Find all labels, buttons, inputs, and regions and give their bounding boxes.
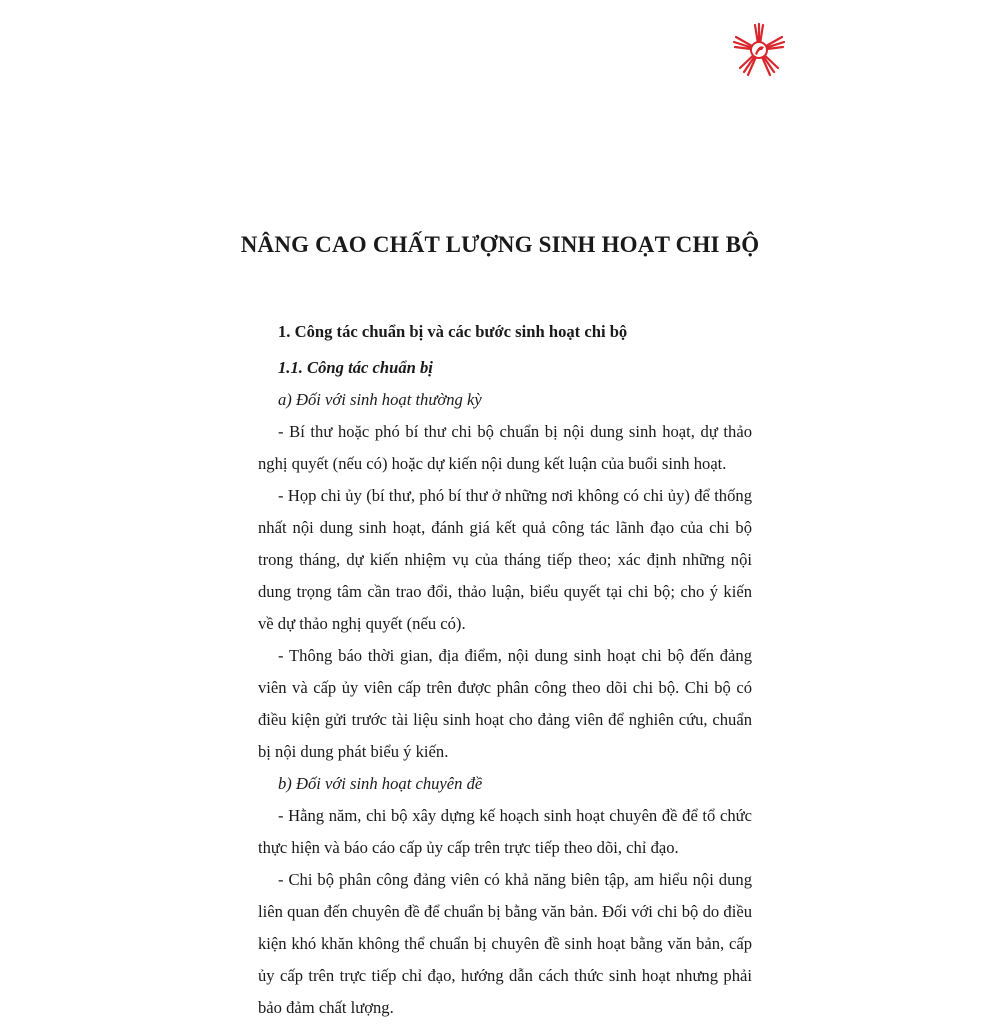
- section-heading: 1. Công tác chuẩn bị và các bước sinh hoạt chi bộ: [278, 322, 628, 341]
- paragraph: - Bí thư hoặc phó bí thư chi bộ chuẩn bị nội dung sinh hoạt, dự thảo nghị quyết (nếu có) hoặc dự kiến nội dung kết luận của buổi sinh hoạt.: [258, 422, 752, 473]
- party-emblem-icon: [729, 20, 789, 80]
- page-body: [258, 316, 752, 1024]
- paragraph: - Hằng năm, chi bộ xây dựng kế hoạch sinh hoạt chuyên đề để tổ chức thực hiện và báo cáo cấp ủy cấp trên trực tiếp theo dõi, chỉ đạo.: [258, 806, 752, 857]
- part-a-heading: a) Đối với sinh hoạt thường kỳ: [278, 390, 482, 409]
- paragraph: - Chi bộ phân công đảng viên có khả năng biên tập, am hiểu nội dung liên quan đến chuyên đề để chuẩn bị bằng văn bản. Đối với chi bộ do điều kiện khó khăn không thể chuẩn bị chuyên đề sinh hoạt bằng văn bản, cấp ủy cấp trên trực tiếp chỉ đạo, hướng dẫn cách thức sinh hoạt nhưng phải bảo đảm chất lượng.: [258, 870, 752, 1017]
- paragraph: - Họp chi ủy (bí thư, phó bí thư ở những nơi không có chi ủy) để thống nhất nội dung sinh hoạt, đánh giá kết quả công tác lãnh đạo của chi bộ trong tháng, dự kiến nhiệm vụ của tháng tiếp theo; xác định những nội dung trọng tâm cần trao đổi, thảo luận, biểu quyết tại chi bộ; cho ý kiến về dự thảo nghị quyết (nếu có).: [258, 486, 752, 633]
- subsection-heading: 1.1. Công tác chuẩn bị: [278, 358, 433, 377]
- paragraph: - Thông báo thời gian, địa điểm, nội dung sinh hoạt chi bộ đến đảng viên và cấp ủy viên cấp trên được phân công theo dõi chi bộ. Chi bộ có điều kiện gửi trước tài liệu sinh hoạt cho đảng viên để nghiên cứu, chuẩn bị nội dung phát biểu ý kiến.: [258, 646, 752, 761]
- chapter-title: NÂNG CAO CHẤT LƯỢNG SINH HOẠT CHI BỘ: [240, 232, 760, 257]
- part-b-heading: b) Đối với sinh hoạt chuyên đề: [278, 774, 483, 793]
